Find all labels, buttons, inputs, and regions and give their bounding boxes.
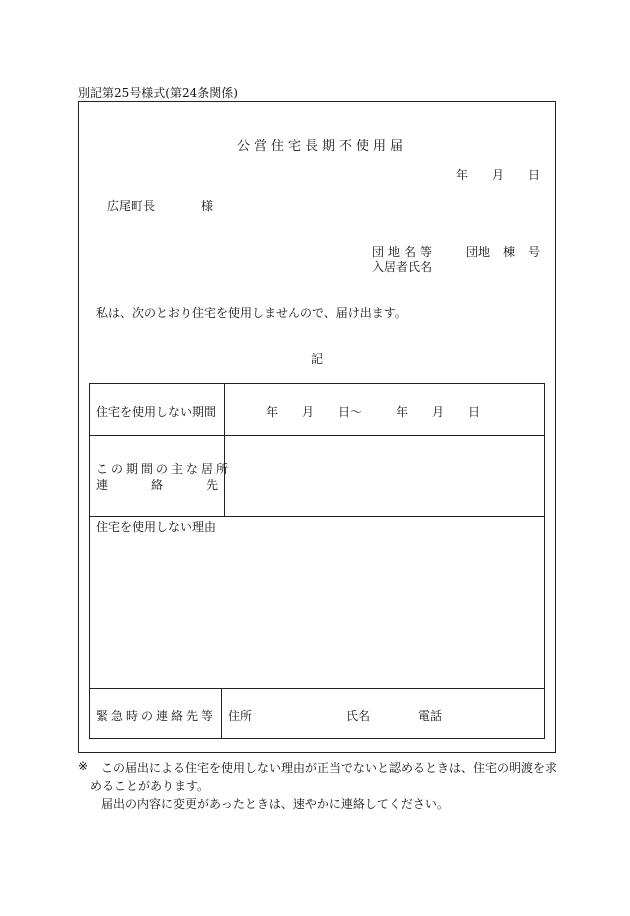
emergency-name: 氏名 [346,709,371,723]
note2: 届出の内容に変更があったときは、速やかに連絡してください。 [101,797,449,811]
period-start-day: 日 [338,405,351,419]
period-end-month: 月 [432,405,445,419]
complex-label: 団地名等 [372,245,437,259]
date-month: 月 [492,168,505,182]
table-top-border [89,383,545,384]
declaration-text: 私は、次のとおり住宅を使用しませんので、届け出ます。 [96,306,407,320]
complex-building: 棟 [503,245,516,259]
note1-line2: めることがあります。 [90,779,210,793]
contact-label-char: 連 [96,478,109,492]
period-start-month: 月 [302,405,315,419]
form-title: 公営住宅長期不使用届 [237,139,408,154]
note-mark: ※ [78,759,89,773]
complex-danchi: 団地 [466,245,491,259]
table-left-border [89,383,90,739]
table-column-divider [221,688,222,739]
period-label: 住宅を使用しない期間 [96,405,217,419]
table-bottom-border [89,738,545,739]
table-row-divider [89,516,545,517]
table-column-divider [224,383,225,517]
complex-number: 号 [528,245,541,259]
reason-label: 住宅を使用しない理由 [96,520,217,534]
table-row-divider [89,688,545,689]
resident-name-label: 入居者氏名 [372,260,433,274]
emergency-address: 住所 [228,709,253,723]
contact-label [96,476,218,493]
form-number-label: 別記第25号様式(第24条関係) [78,86,238,100]
period-end-year: 年 [396,405,409,419]
residence-label: この期間の主な居所 [96,462,232,476]
note1-line1: この届出による住宅を使用しない理由が正当でないと認めるときは、住宅の明渡を求 [101,761,558,775]
emergency-label: 緊急時の連絡先等 [96,709,217,723]
period-tilde: 〜 [350,405,363,419]
table-row-divider [89,435,545,436]
date-year: 年 [456,168,469,182]
emergency-phone: 電話 [418,709,443,723]
addressee-honorific: 様 [201,199,214,213]
period-start-year: 年 [266,405,279,419]
contact-label-char: 先 [205,478,218,492]
addressee-name: 広尾町長 [107,199,156,213]
table-right-border [544,383,545,739]
ki-label: 記 [311,352,324,366]
period-end-day: 日 [468,405,481,419]
contact-label-char: 絡 [150,478,163,492]
date-day: 日 [528,168,541,182]
